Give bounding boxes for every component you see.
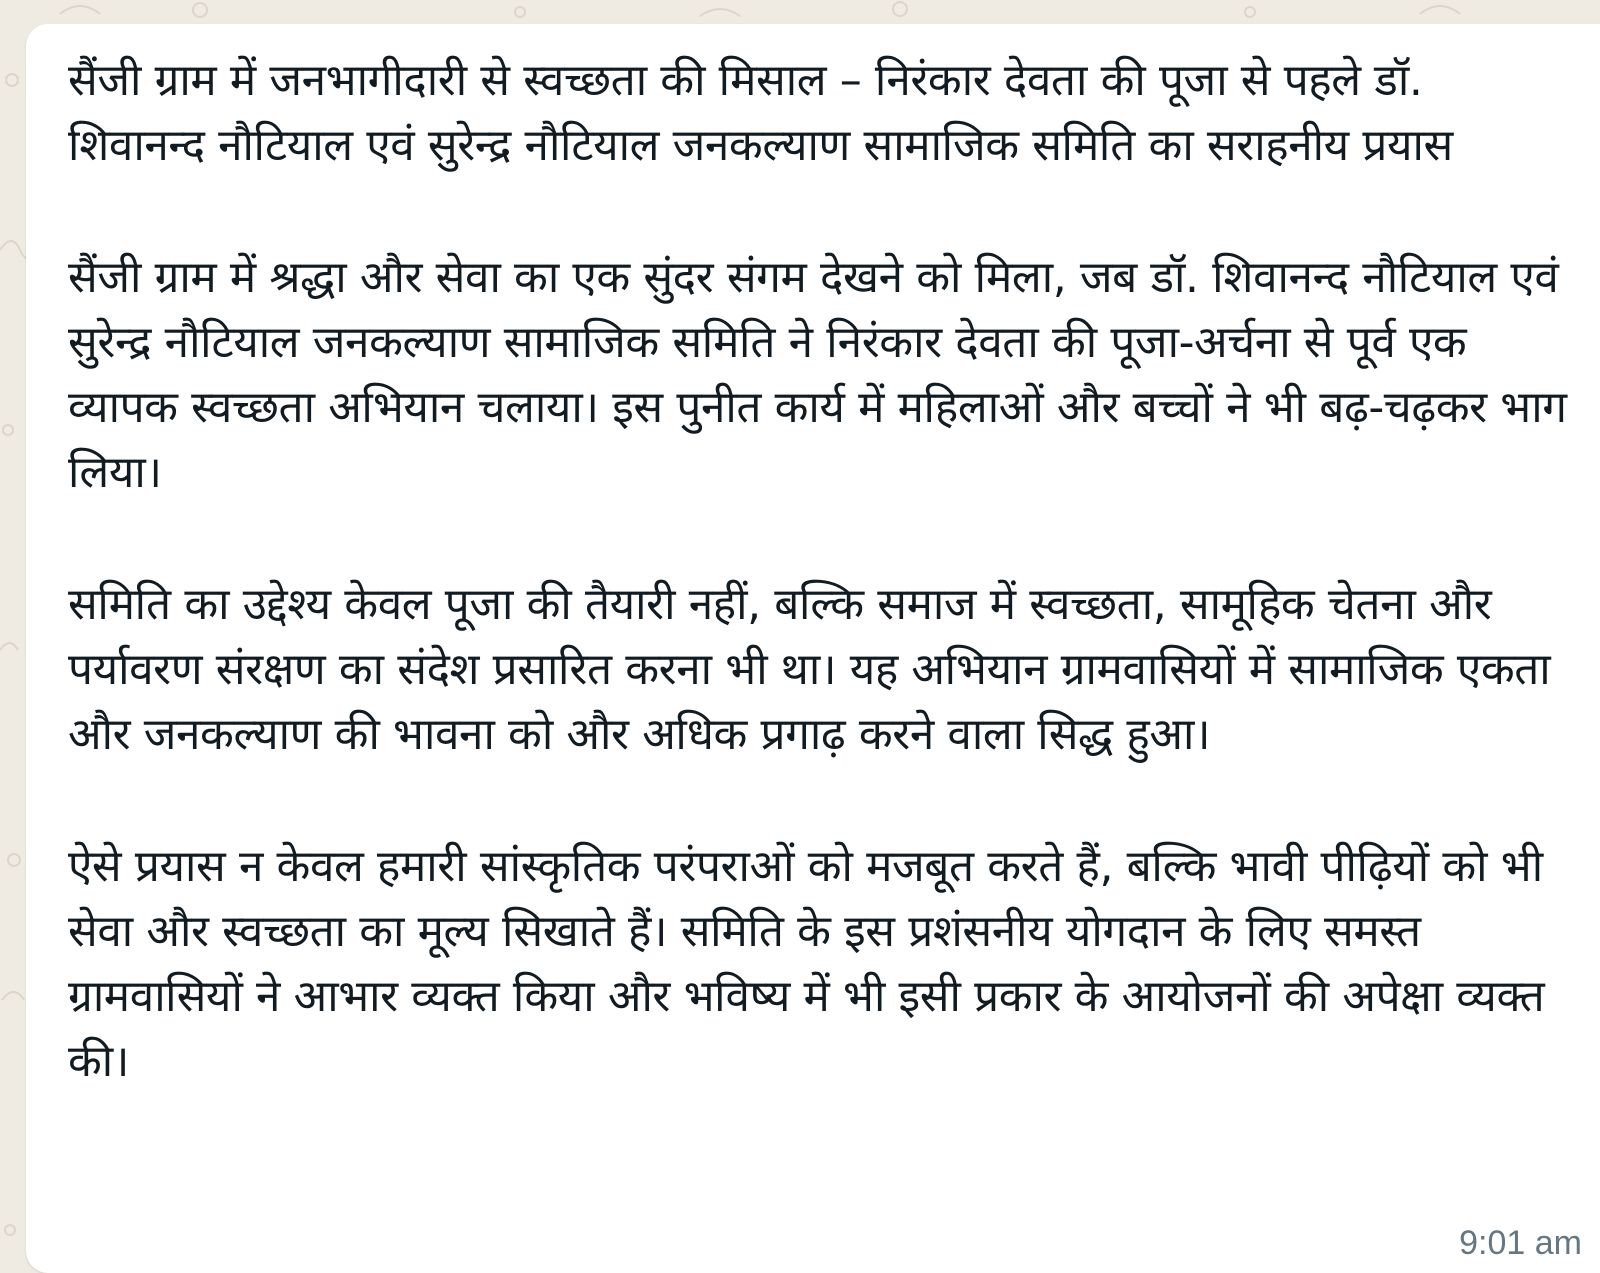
message-paragraph: सैंजी ग्राम में श्रद्धा और सेवा का एक सुंदर संगम देखने को मिला, जब डॉ. शिवानन्द नौटियाल एवं सुरेन्द्र नौटियाल जनकल्याण सामाजिक समिति ने निरंकार देवता की पूजा-अर्चना से पूर्व एक व्यापक स्वच्छता अभियान चलाया। इस पुनीत कार्य में महिलाओं और बच्चों ने भी बढ़-चढ़कर भाग लिया।: [68, 252, 1567, 498]
message-paragraph: समिति का उद्देश्य केवल पूजा की तैयारी नहीं, बल्कि समाज में स्वच्छता, सामूहिक चेतना और पर्यावरण संरक्षण का संदेश प्रसारित करना भी था। यह अभियान ग्रामवासियों में सामाजिक एकता और जनकल्याण की भावना को और अधिक प्रगाढ़ करने वाला सिद्ध हुआ।: [68, 579, 1551, 760]
message-bubble[interactable]: [26, 24, 1600, 1273]
message-headline: सैंजी ग्राम में जनभागीदारी से स्वच्छता की मिसाल – निरंकार देवता की पूजा से पहले डॉ. शिवानन्द नौटियाल एवं सुरेन्द्र नौटियाल जनकल्याण सामाजिक समिति का सराहनीय प्रयास: [68, 55, 1453, 171]
message-paragraph: ऐसे प्रयास न केवल हमारी सांस्कृतिक परंपराओं को मजबूत करते हैं, बल्कि भावी पीढ़ियों को भी सेवा और स्वच्छता का मूल्य सिखाते हैं। समिति के इस प्रशंसनीय योगदान के लिए समस्त ग्रामवासियों ने आभार व्यक्त किया और भविष्य में भी इसी प्रकार के आयोजनों की अपेक्षा व्यक्त की।: [68, 841, 1545, 1087]
message-text: [68, 48, 1568, 1094]
message-timestamp: 9:01 am: [1459, 1224, 1582, 1262]
